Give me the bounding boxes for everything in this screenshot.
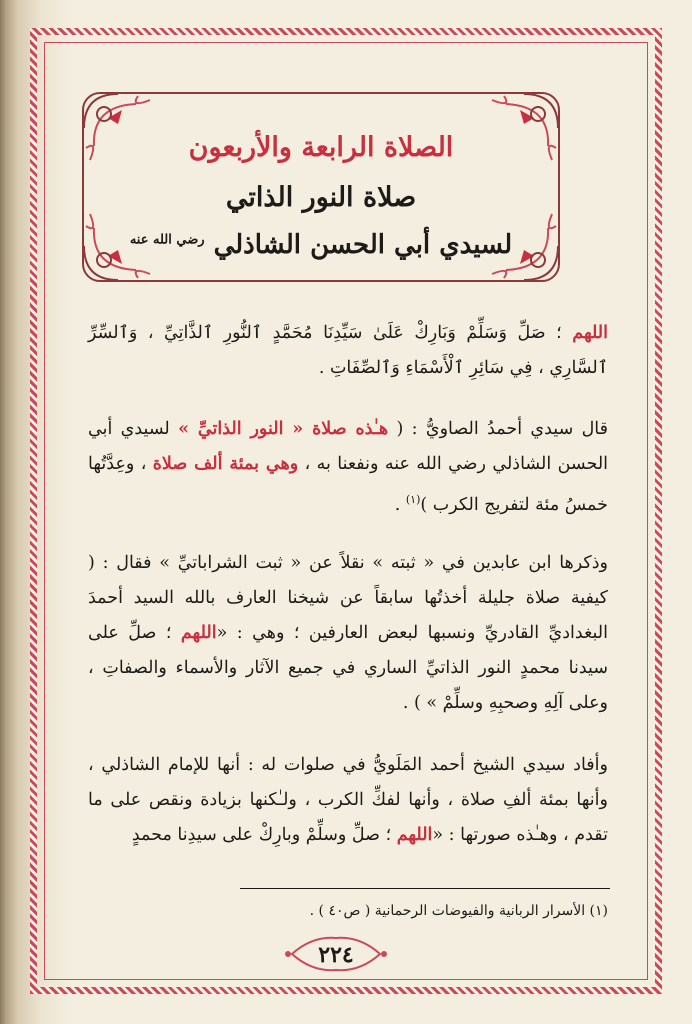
prayer-text: ؛ صَلِّ وَسَلِّمْ وَبَارِكْ عَلَىٰ سَيِّدِنَا مُحَمَّدٍ ٱلنُّورِ ٱلذَّاتِيِّ ، وَٱلسِّرِّ ٱلسَّارِي ، فِي سَائِرِ ٱلْأَسْمَاءِ وَٱلصِّفَاتِ . [88,323,608,378]
title-cartouche [82,92,560,282]
sawi-text-b: لسيدي أبي الحسن الشاذلي رضي الله عنه ونفعنا به ، [88,419,609,474]
sawi-text-c: ، وعِدَّتُها خمسُ مئة لتفريج الكرب ) [88,454,608,515]
sawi-highlight-2: وهي بمئة ألف صلاة [152,454,299,474]
page-number: ٢٢٤ [318,942,354,968]
allahumma-inline: اللهم [180,623,217,643]
malawi-text-a: وأفاد سيدي الشيخ أحمد المَلَويُّ في صلوات له : أنها للإمام الشاذلي ، وأنها بمئة ألفِ صلاة ، وأنها لفكِّ الكرب ، ولـٰكنها بزيادة ونقص على ما تقدم ، وهـٰذه صورتها : « [88,755,608,845]
sawi-text-d: . [394,494,406,515]
allahumma-inline: اللهم [396,825,433,845]
attribution-title [82,230,560,260]
malawi-paragraph [88,748,608,853]
allahumma-heading: اللهم [572,323,608,343]
attribution-text: لسيدي أبي الحسن الشاذلي [213,230,513,260]
sawi-text-a: قال سيدي أحمدُ الصاويُّ : ( [388,419,608,439]
ibn-abidin-text-a: وذكرها ابن عابدين في « ثبته » نقلاً عن « ثبت الشراباتيِّ » فقال : ( كيفية صلاة جليلة أخذتُها سابقاً عن شيخنا العارف بالله السيد أحمدَ البغداديِّ القادريِّ ونسبها لبعض العارفين ؛ وهي : « [88,553,609,643]
footnote: (١) الأسرار الربانية والفيوضات الرحمانية ( ص٤٠ ) . [309,903,608,919]
chapter-heading: الصلاة الرابعة والأربعون [188,132,454,163]
footnote-divider [240,888,610,889]
ibn-abidin-paragraph [88,546,608,721]
sawi-highlight-1: هـٰذه صلاة « النور الذاتيِّ » [178,419,389,439]
prayer-paragraph [88,316,608,386]
footnote-marker[interactable]: (١) [405,493,421,506]
honorific-text: رضي الله عنه [129,232,205,248]
malawi-text-b: ؛ صلِّ وسلِّمْ وبارِكْ على سيدِنا محمدٍ [131,825,397,845]
prayer-title: صلاة النور الذاتي [225,182,417,213]
sawi-paragraph [88,412,608,523]
ibn-abidin-text-b: ؛ صلِّ على سيدنا محمدٍ النور الذاتيِّ الساري في جميع الآثار والأسماء والصفاتِ ، وعلى آلِهِ وصحبِهِ وسلِّمْ » ) . [88,623,608,713]
